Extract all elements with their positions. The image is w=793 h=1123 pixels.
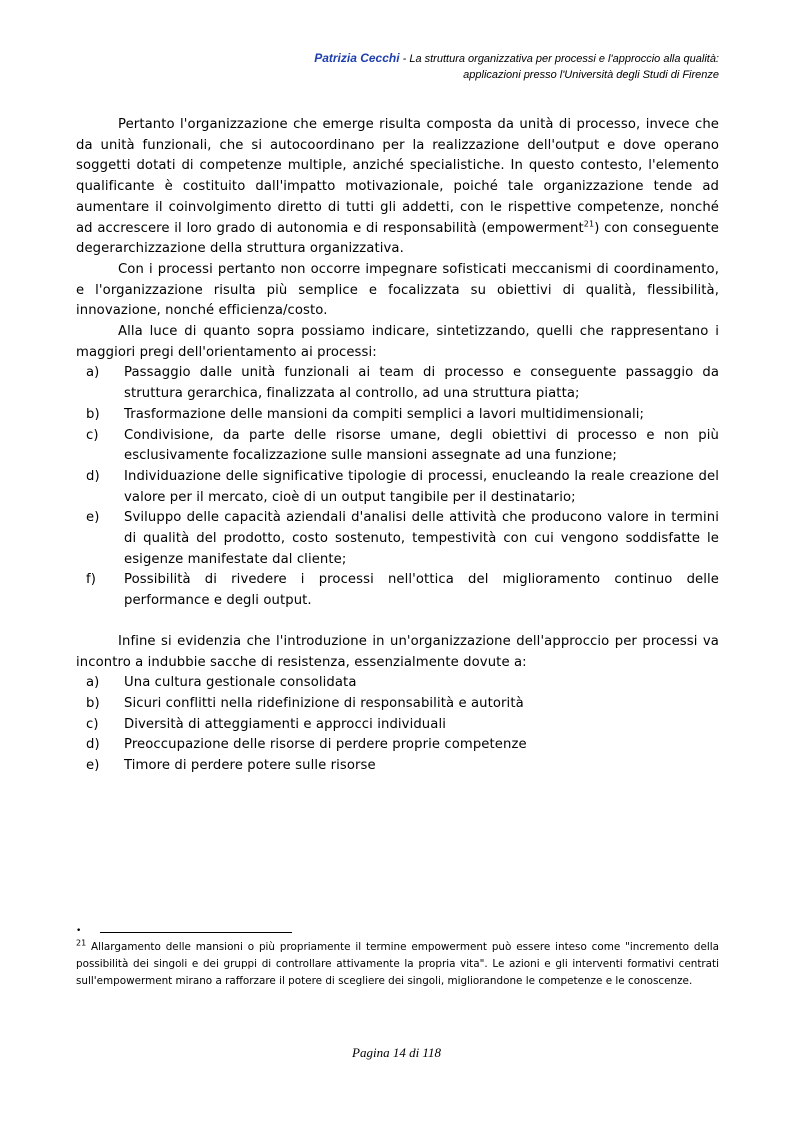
paragraph-1	[76, 115, 719, 260]
list-item	[76, 467, 719, 508]
page-number: Pagina 14 di 118	[352, 1045, 441, 1060]
list-item-text: Sviluppo delle capacità aziendali d'analisi delle attività che producono valore in termini di qualità del prodotto, costo sostenuto, tempestività con cui vengono soddisfatte le esigenze manifestate dal cliente;	[124, 510, 719, 567]
list-item-text: Diversità di atteggiamenti e approcci individuali	[124, 716, 446, 732]
footnote-21	[76, 939, 719, 991]
list-item	[76, 426, 719, 467]
footnote-ref-21[interactable]: 21	[583, 219, 595, 229]
list-marker: e)	[86, 758, 100, 774]
paragraph-1-text: Pertanto l'organizzazione che emerge risulta composta da unità di processo, invece che da unità funzionali, che si autocoordinano per la realizzazione dell'output e dove operano soggetti dotati di competenze multiple, anziché specialistiche. In questo contesto, l'elemento qualificante è costituito dall'impatto motivazionale, poiché tale organizzazione tende ad aumentare il coinvolgimento diretto di tutti gli addetti, con le rispettive competenze, nonché ad accrescere il loro grado di autonomia e di responsabilità (empowerment	[76, 117, 719, 236]
running-header	[314, 50, 719, 83]
list-marker: b)	[86, 695, 100, 711]
list-item	[76, 570, 719, 611]
resistance-list	[76, 673, 719, 777]
footnotes-area	[76, 925, 719, 991]
list-item	[76, 508, 719, 570]
list-item-text: Timore di perdere potere sulle risorse	[124, 758, 376, 774]
document-body	[76, 115, 719, 777]
list-item	[76, 756, 719, 777]
list-item-text: Sicuri conflitti nella ridefinizione di responsabilità e autorità	[124, 695, 524, 711]
header-line-1	[314, 50, 719, 67]
list-marker: c)	[86, 716, 99, 732]
footnote-rule-line	[100, 932, 292, 933]
list-marker: d)	[86, 737, 100, 753]
list-item	[76, 363, 719, 404]
list-item	[76, 673, 719, 694]
footnote-number: 21	[76, 938, 87, 948]
list-item	[76, 405, 719, 426]
paragraph-3: Alla luce di quanto sopra possiamo indicare, sintetizzando, quelli che rappresentano i maggiori pregi dell'orientamento ai processi:	[76, 324, 719, 360]
header-title-2: applicazioni presso l'Università degli Studi di Firenze	[463, 69, 719, 81]
list-item	[76, 715, 719, 736]
list-item-text: Trasformazione delle mansioni da compiti semplici a lavori multidimensionali;	[124, 406, 645, 422]
header-title-1: - La struttura organizzativa per processi e l'approccio alla qualità:	[399, 53, 719, 65]
list-item-text: Passaggio dalle unità funzionali ai team di processo e conseguente passaggio da struttura gerarchica, finalizzata al controllo, ad una struttura piatta;	[124, 365, 719, 402]
list-marker: a)	[86, 365, 100, 381]
list-marker: b)	[86, 406, 100, 422]
footnote-text: Allargamento delle mansioni o più propriamente il termine empowerment può essere inteso come "incremento della possibilità dei singoli e dei gruppi di controllare attivamente la propria vita". Le azioni e gli interventi formativi centrati sull'empowerment mirano a rafforzare il potere di scegliere dei singoli, migliorandone le competenze e le conoscenze.	[76, 941, 719, 988]
list-item-text: Preoccupazione delle risorse di perdere proprie competenze	[124, 737, 527, 753]
list-item-text: Individuazione delle significative tipologie di processi, enucleando la reale creazione del valore per il mercato, cioè di un output tangibile per il destinatario;	[124, 468, 719, 505]
footnote-bullet: •	[76, 926, 82, 937]
list-marker: e)	[86, 510, 100, 526]
list-item	[76, 694, 719, 715]
list-item-text: Una cultura gestionale consolidata	[124, 675, 357, 691]
list-marker: f)	[86, 572, 96, 588]
list-marker: d)	[86, 468, 100, 484]
paragraph-4: Infine si evidenzia che l'introduzione in un'organizzazione dell'approccio per processi va incontro a indubbie sacche di resistenza, essenzialmente dovute a:	[76, 633, 719, 670]
paragraph-1-text-end: ) con conseguente degerarchizzazione della struttura organizzativa.	[76, 220, 719, 257]
list-item	[76, 735, 719, 756]
header-author: Patrizia Cecchi	[314, 51, 400, 65]
advantages-list	[76, 363, 719, 611]
paragraph-spacer	[76, 612, 719, 632]
list-item-text: Condivisione, da parte delle risorse umane, degli obiettivi di processo e non più esclusivamente focalizzazione sulle mansioni assegnate ad una funzione;	[124, 427, 719, 464]
footnote-separator	[76, 925, 719, 939]
list-item-text: Possibilità di rivedere i processi nell'ottica del miglioramento continuo delle performance e degli output.	[124, 572, 719, 609]
list-marker: c)	[86, 427, 99, 443]
paragraph-2: Con i processi pertanto non occorre impegnare sofisticati meccanismi di coordinamento, e l'organizzazione risulta più semplice e focalizzata su obiettivi di qualità, flessibilità, innovazione, nonché efficienza/costo.	[76, 261, 719, 319]
list-marker: a)	[86, 675, 100, 691]
